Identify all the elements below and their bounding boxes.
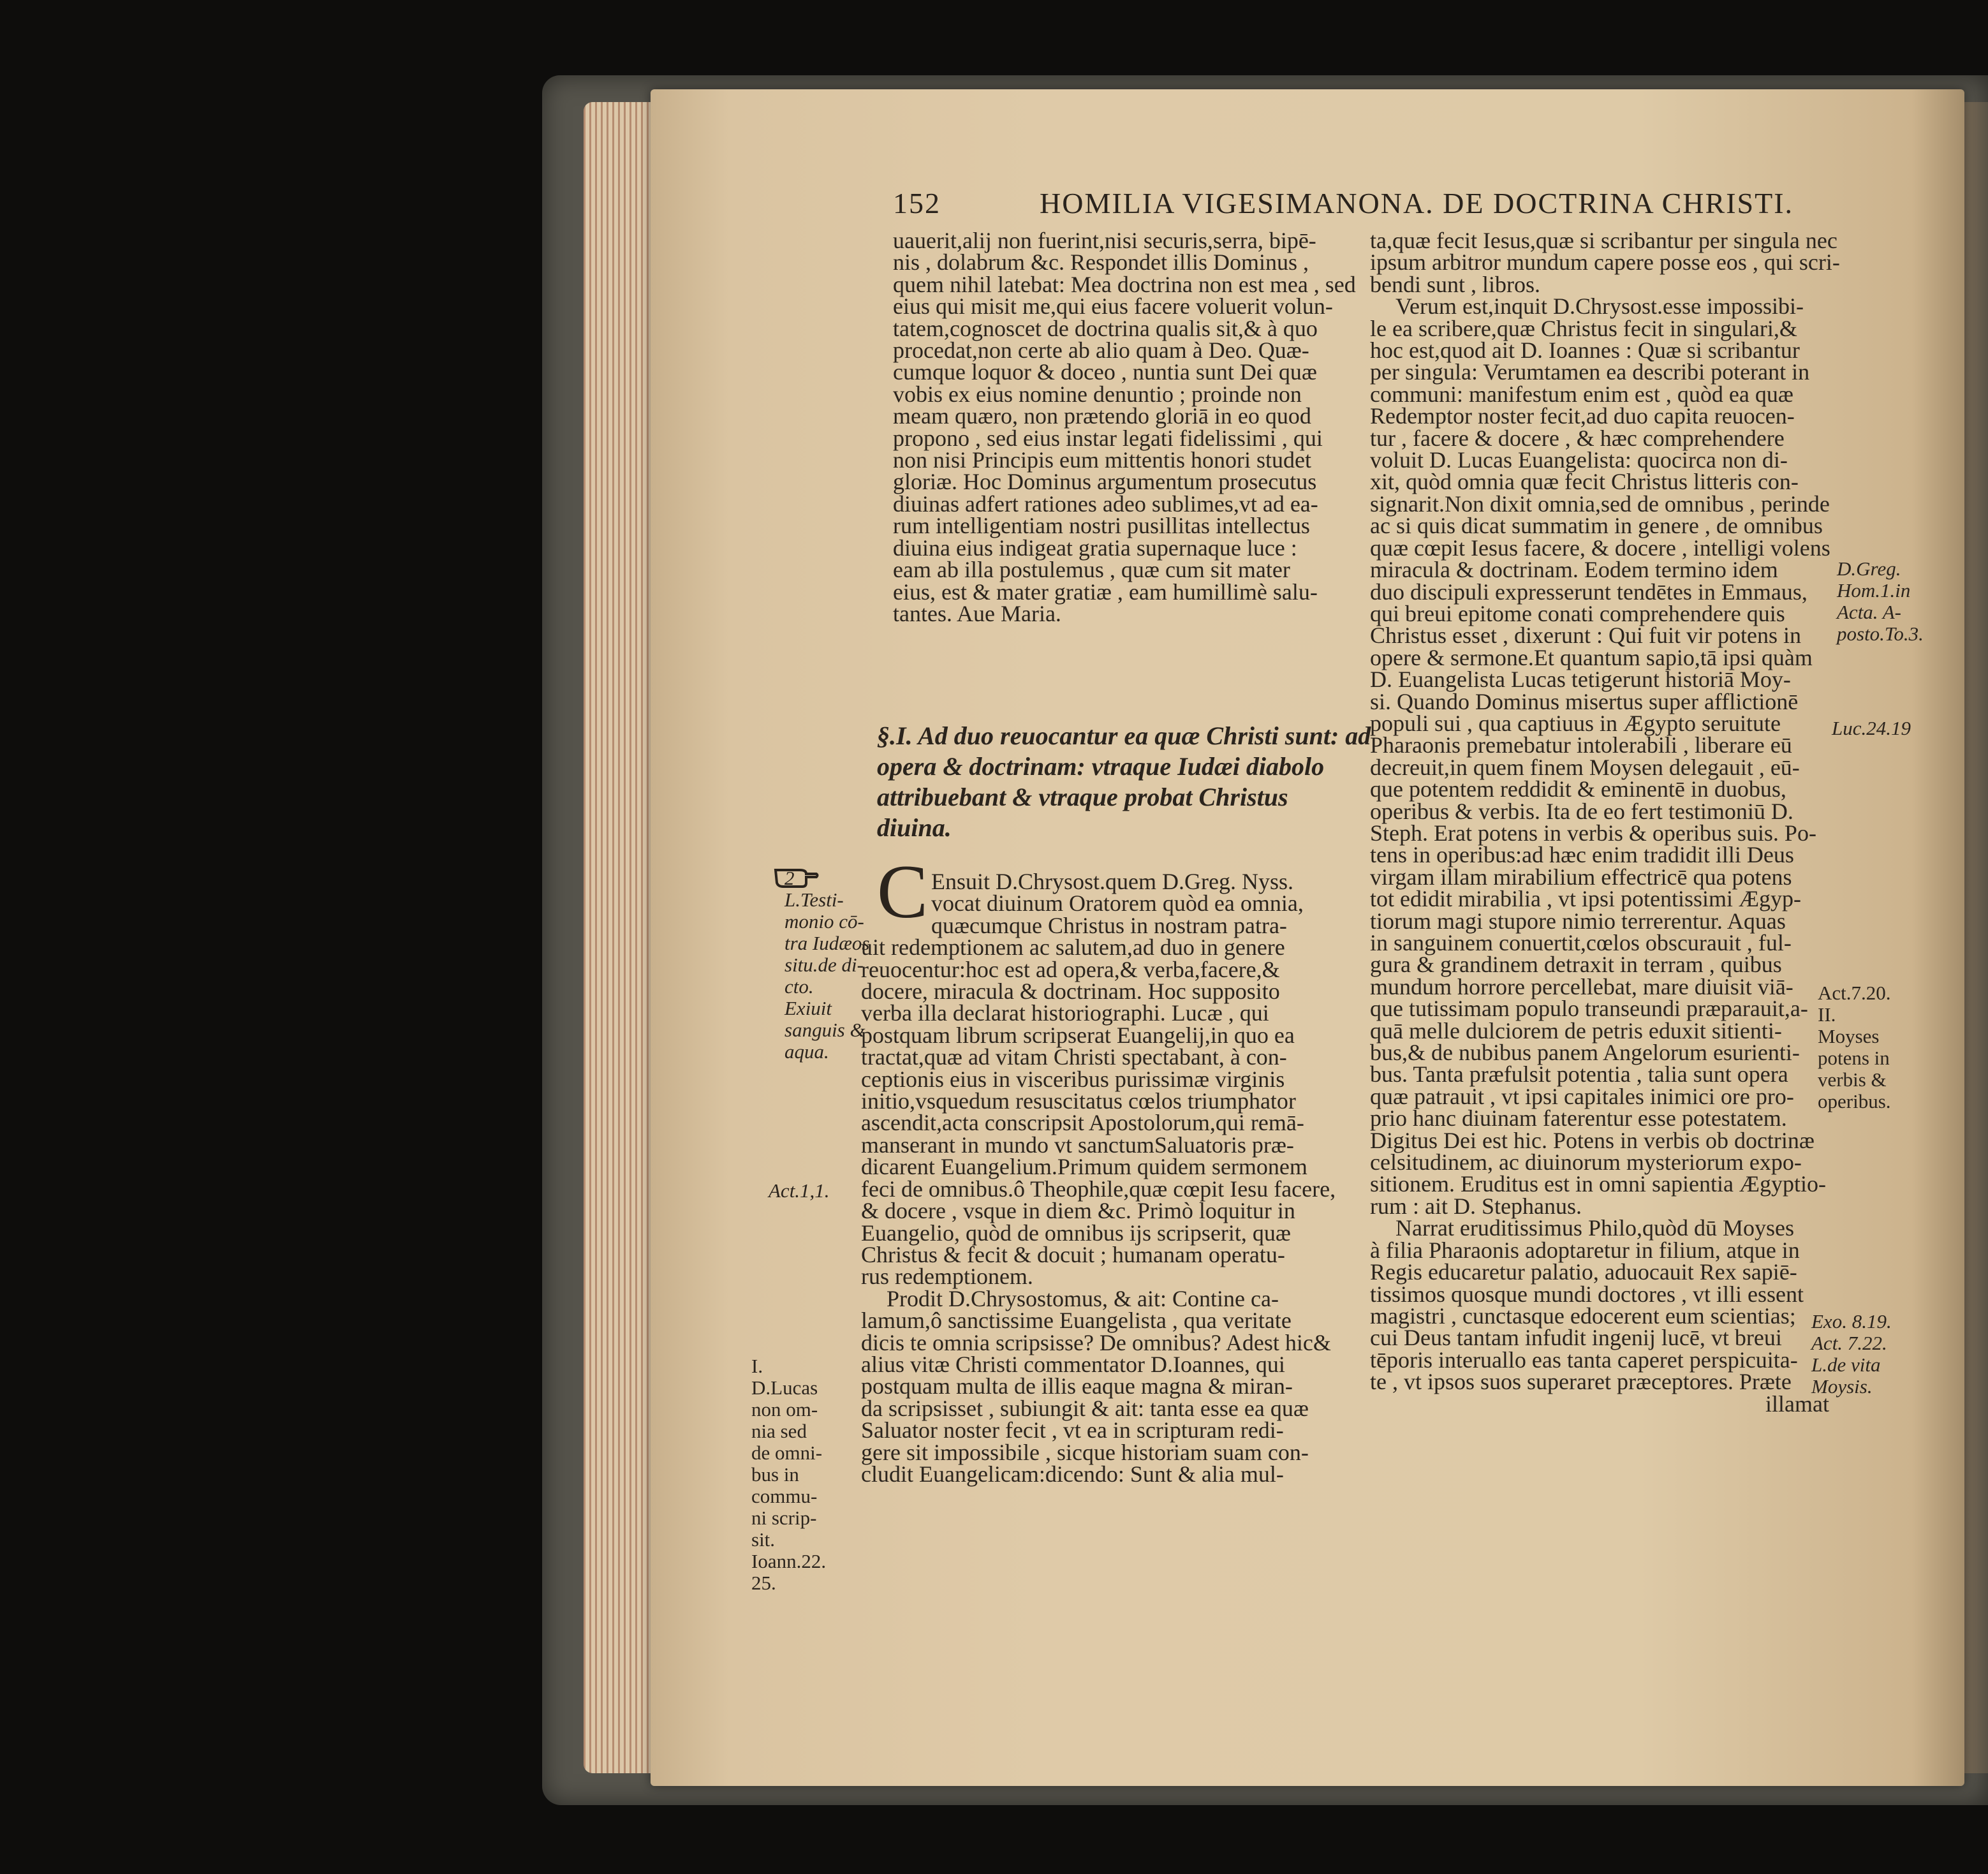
text-line: ipsum arbitror mundum capere posse eos , qui scri- (1370, 249, 1840, 276)
text-line: bus. Tanta præfulsit potentia , talia sunt opera (1370, 1061, 1788, 1088)
text-line: & docere , vsque in diem &c. Primò loquitur in (861, 1198, 1295, 1224)
text-line: da scripsisset , subiungit & ait: tanta esse ea quæ (861, 1395, 1309, 1421)
section-heading-line: opera & doctrinam: vtraque Iudæi diabolo (877, 752, 1325, 781)
text-line: si. Quando Dominus misertus super afflictionē (1370, 688, 1799, 714)
margin-note-line: sanguis & (784, 1019, 865, 1041)
text-line: qui breui epitome conati comprehendere quis (1370, 600, 1785, 626)
text-line: nis , dolabrum &c. Respondet illis Dominus , (893, 249, 1309, 276)
text-line: Pharaonis premebatur intolerabili , liberare eū (1370, 732, 1792, 758)
left-margin-note-acts (769, 1180, 830, 1202)
margin-note-line: posto.To.3. (1837, 623, 1924, 645)
text-line: quem nihil latebat: Mea doctrina non est mea , sed (893, 271, 1356, 297)
text-line: alius vitæ Christi commentator D.Ioannes, qui (861, 1351, 1285, 1377)
margin-note-line: verbis & (1818, 1068, 1887, 1091)
text-line: gere sit impossibile , sicque historiam suam con- (861, 1439, 1309, 1465)
text-line: tot edidit mirabilia , vt ipsi potentissimi Ægyp- (1370, 886, 1801, 912)
text-line: te , vt ipsos suos superaret præceptores. Præte (1370, 1369, 1792, 1395)
margin-note-line: cto. (784, 975, 814, 998)
text-line: Steph. Erat potens in verbis & operibus suis. Po- (1370, 820, 1816, 846)
section-heading-line: attribuebant & vtraque probat Christus (877, 783, 1288, 811)
text-line: lamum,ô sanctissime Euangelista , qua veritate (861, 1308, 1292, 1334)
text-line: quæ cœpit Iesus facere, & docere , intelligi volens (1370, 535, 1830, 561)
margin-note-line: non om- (751, 1398, 818, 1420)
text-line: que tutissimam populo transeundi præparauit,a- (1370, 996, 1808, 1022)
text-line: ac si quis dicat summatim in genere , de omnibus (1370, 513, 1823, 539)
text-line: feci de omnibus.ô Theophile,quæ cœpit Iesu facere, (861, 1176, 1336, 1202)
text-line: Verum est,inquit D.Chrysost.esse impossibi- (1395, 293, 1804, 320)
text-line: Redemptor noster fecit,ad duo capita reuocen- (1370, 403, 1795, 429)
text-line: quā melle dulciorem de petris eduxit sitienti- (1370, 1017, 1782, 1044)
text-line: cui Deus tantam infudit ingenij lucē, vt breui (1370, 1325, 1782, 1351)
margin-note-line: I. (751, 1355, 763, 1377)
text-line: verba illa declarat historiographi. Lucæ , qui (861, 1000, 1269, 1026)
text-line: diuinas adfert rationes adeo sublimes,vt ad ea- (893, 491, 1318, 517)
text-line: miracula & doctrinam. Eodem termino idem (1370, 557, 1778, 583)
text-line: operibus & verbis. Ita de eo fert testimoniū D. (1370, 798, 1793, 824)
text-line: vobis ex eius nomine denuntio ; proinde non (893, 381, 1302, 407)
text-line: D. Euangelista Lucas tetigerunt historiā Moy- (1370, 667, 1791, 693)
text-line: magistri , cunctasque edocerent eum scientias; (1370, 1302, 1796, 1329)
text-line: ceptionis eius in visceribus purissimæ virginis (861, 1066, 1285, 1092)
section-heading-line: §.I. Ad duo reuocantur ea quæ Christi sunt: ad (877, 721, 1371, 750)
text-line: dicarent Euangelium.Primum quidem sermonem (861, 1154, 1307, 1180)
text-line: eius qui misit me,qui eius facere voluerit volun- (893, 293, 1333, 320)
section-heading (877, 721, 1371, 843)
text-line: prio hanc diuinam faterentur esse potestatem. (1370, 1105, 1787, 1132)
margin-note-line: Moyses (1818, 1025, 1880, 1047)
text-line: in sanguinem conuertit,cœlos obscurauit , ful- (1370, 930, 1792, 955)
text-line: postquam multa de illis eaque magna & miran- (861, 1373, 1293, 1399)
text-line: eam ab illa postulemus , quæ cum sit mater (893, 557, 1290, 583)
margin-note-line: ni scrip- (751, 1507, 817, 1529)
margin-note-line: commu- (751, 1485, 818, 1507)
text-line: rus redemptionem. (861, 1264, 1033, 1290)
text-line: vocat diuinum Oratorem quòd ea omnia, (931, 890, 1304, 917)
text-line: Christus & fecit & docuit ; humanam operatu- (861, 1241, 1285, 1267)
text-line: non nisi Principis eum mittentis honori studet (893, 447, 1311, 473)
text-line: tantes. Aue Maria. (893, 600, 1061, 626)
margin-note-line: bus in (751, 1463, 799, 1486)
margin-note-line: D.Greg. (1837, 557, 1901, 580)
margin-note-line: Exiuit (784, 997, 832, 1019)
text-line: dicis te omnia scripsisse? De omnibus? Adest hic& (861, 1329, 1331, 1355)
text-line: Digitus Dei est hic. Potens in verbis ob doctrinæ (1370, 1127, 1815, 1153)
text-line: tens in operibus:ad hæc enim tradidit illi Deus (1370, 842, 1794, 868)
text-line: gura & grandinem detraxit in terram , quibus (1370, 952, 1782, 978)
margin-note-line: D.Lucas (751, 1376, 818, 1399)
margin-note-line: Ioann.22. (751, 1550, 827, 1572)
margin-note-line: situ.de di- (784, 954, 864, 976)
text-line: que potentem reddidit & eminentē in duobus, (1370, 776, 1786, 802)
text-line: Christus esset , dixerunt : Qui fuit vir potens in (1370, 623, 1801, 649)
margin-note-line: sit. (751, 1528, 776, 1551)
text-line: voluit D. Lucas Euangelista: quocirca non di- (1370, 447, 1788, 473)
text-line: tractat,quæ ad vitam Christi spectabant, à con- (861, 1044, 1287, 1070)
left-margin-note-lucas (751, 1355, 826, 1594)
text-line: quæcumque Christus in nostram patra- (931, 912, 1287, 938)
running-title: HOMILIA VIGESIMANONA. DE DOCTRINA CHRISTI. (1040, 187, 1794, 219)
text-line: per singula: Verumtamen ea describi poterant in (1370, 359, 1810, 385)
text-line: Euangelio, quòd de omnibus ijs scripserit, quæ (861, 1220, 1291, 1246)
left-margin-note-testimonio (784, 867, 870, 1063)
text-line: mundum horrore percellebat, mare diuisit viā- (1370, 973, 1793, 1000)
text-line: illamat (1765, 1391, 1829, 1417)
text-line: reuocentur:hoc est ad opera,& verba,facere,& (861, 956, 1280, 982)
text-line: xit, quòd omnia quæ fecit Christus litteris con- (1370, 469, 1799, 495)
margin-note-line: II. (1818, 1003, 1836, 1026)
margin-note-line: operibus. (1818, 1090, 1891, 1112)
margin-note-line: nia sed (751, 1420, 807, 1442)
page-number: 152 (893, 187, 941, 219)
text-line: rum intelligentiam nostri pusillitas intellectus (893, 513, 1310, 539)
text-line: duo discipuli expresserunt tendētes in Emmaus, (1370, 579, 1808, 605)
margin-note-line: 25. (751, 1572, 776, 1594)
text-line: rum : ait D. Stephanus. (1370, 1193, 1582, 1219)
text-line: initio,vsquedum resuscitatus cœlos triumphator (861, 1088, 1296, 1114)
text-line: hoc est,quod ait D. Ioannes : Quæ si scribantur (1370, 337, 1800, 364)
text-line: Saluator noster fecit , vt ea in scripturam redi- (861, 1417, 1284, 1443)
text-line: opere & sermone.Et quantum sapio,tā ipsi quàm (1370, 644, 1813, 670)
text-line: propono , sed eius instar legati fidelissimi , qui (893, 425, 1323, 451)
text-line: tiorum magi stupore nimio terrerentur. Aquas (1370, 908, 1786, 934)
text-line: bus,& de nubibus panem Angelorum esurienti- (1370, 1040, 1800, 1066)
margin-note-line: aqua. (784, 1040, 829, 1063)
text-line: communi: manifestum enim est , quòd ea quæ (1370, 381, 1793, 407)
text-line: decreuit,in quem finem Moysen delegauit , eū- (1370, 754, 1800, 780)
text-line: docere, miracula & doctrinam. Hoc supposito (861, 978, 1280, 1005)
margin-note-line: Act. 7.22. (1811, 1332, 1887, 1354)
text-line: populi sui , qua captiuus in Ægypto seruitute (1370, 710, 1781, 736)
margin-note-line: potens in (1818, 1047, 1890, 1069)
text-line: cludit Euangelicam:dicendo: Sunt & alia mul- (861, 1461, 1284, 1487)
margin-note-line: monio cō- (784, 910, 864, 933)
text-line: Regis educaretur palatio, aduocauit Rex sapiē- (1370, 1259, 1797, 1285)
margin-note-line: Acta. A- (1837, 601, 1902, 623)
text-line: sitionem. Eruditus est in omni sapientia Ægyptio- (1370, 1171, 1826, 1197)
text-line: uit redemptionem ac salutem,ad duo in genere (861, 934, 1285, 961)
text-line: manserant in mundo vt sanctumSaluatoris præ- (861, 1132, 1294, 1158)
left-column-top (893, 228, 1356, 626)
text-line: à filia Pharaonis adoptaretur in filium, atque in (1370, 1237, 1800, 1263)
text-line: tēporis interuallo eas tanta caperet perspicuita- (1370, 1346, 1798, 1373)
left-column-body (861, 869, 1336, 1487)
margin-note-line: de omni- (751, 1442, 823, 1464)
text-line: tissimos quosque mundi doctores , vt illi essent (1370, 1281, 1804, 1307)
text-line: ta,quæ fecit Iesus,quæ si scribantur per singula nec (1370, 228, 1837, 253)
drop-cap: C (877, 849, 929, 934)
text-line: procedat,non certe ab alio quam à Deo. Quæ- (893, 337, 1309, 364)
text-line: Ensuit D.Chrysost.quem D.Greg. Nyss. (931, 869, 1293, 894)
text-line: quæ patrauit , vt ipsi capitales inimici ore pro- (1370, 1083, 1794, 1109)
text-line: meam quæro, non prætendo gloriā in eo quod (893, 403, 1311, 429)
text-line: le ea scribere,quæ Christus fecit in singulari,& (1370, 315, 1797, 341)
margin-note-line: Act.7.20. (1818, 982, 1891, 1004)
margin-note-line: Luc.24.19 (1832, 717, 1911, 739)
text-line: Prodit D.Chrysostomus, & ait: Contine ca- (887, 1285, 1279, 1311)
margin-note-line: 2 (784, 867, 795, 889)
margin-note-line: Hom.1.in (1837, 579, 1911, 601)
margin-note-line: Act.1,1. (769, 1179, 830, 1202)
margin-note-line: tra Iudæos (784, 932, 870, 954)
text-line: Narrat eruditissimus Philo,quòd dū Moyses (1395, 1215, 1794, 1241)
right-margin-note-greg (1837, 558, 1924, 645)
text-line: diuina eius indigeat gratia supernaque luce : (893, 535, 1297, 561)
right-margin-note-moyses (1818, 982, 1891, 1112)
right-margin-note-exo (1811, 1311, 1892, 1398)
margin-note-line: Exo. 8.19. (1811, 1310, 1892, 1332)
text-line: cumque loquor & doceo , nuntia sunt Dei quæ (893, 359, 1317, 385)
right-column (1370, 228, 1840, 1417)
text-line: postquam librum scripserat Euangelij,in quo ea (861, 1022, 1295, 1048)
text-line: tur , facere & docere , & hæc comprehendere (1370, 425, 1785, 451)
text-line: bendi sunt , libros. (1370, 271, 1540, 297)
text-line: ascendit,acta conscripsit Apostolorum,qui remā- (861, 1110, 1304, 1136)
text-line: tatem,cognoscet de doctrina qualis sit,& à quo (893, 315, 1318, 341)
text-line: eius, est & mater gratiæ , eam humillimè salu- (893, 579, 1318, 605)
text-line: virgam illam mirabilium effectricē qua potens (1370, 864, 1792, 890)
right-margin-note-luc (1832, 718, 1911, 739)
margin-note-line: L.Testi- (784, 889, 844, 911)
text-line: uauerit,alij non fuerint,nisi securis,serra, bipē- (893, 228, 1316, 253)
section-heading-line: diuina. (877, 813, 952, 842)
margin-note-line: Moysis. (1811, 1375, 1873, 1398)
text-line: celsitudinem, ac diuinorum mysteriorum expo- (1370, 1149, 1802, 1176)
margin-note-line: L.de vita (1811, 1354, 1881, 1376)
text-line: signarit.Non dixit omnia,sed de omnibus , perinde (1370, 491, 1830, 517)
text-line: gloriæ. Hoc Dominus argumentum prosecutus (893, 469, 1317, 495)
running-head (893, 179, 1862, 223)
